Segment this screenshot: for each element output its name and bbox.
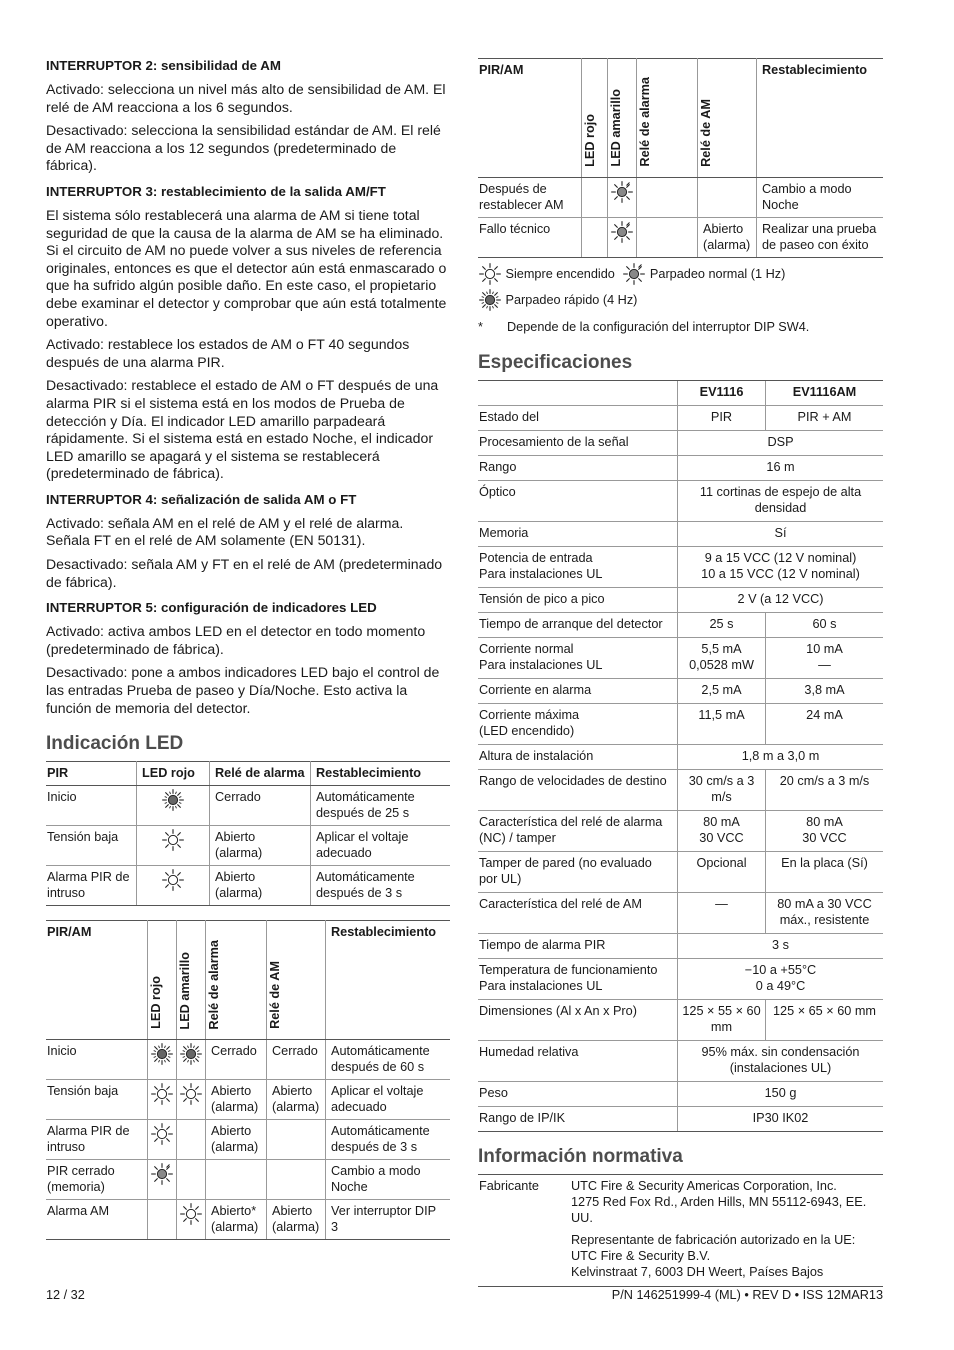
table-row bbox=[46, 1040, 450, 1080]
spec-row bbox=[478, 522, 883, 547]
spec-value: −10 a +55°C 0 a 49°C bbox=[678, 959, 884, 1000]
row-label: Tensión baja bbox=[46, 826, 137, 866]
footnote-mark: * bbox=[478, 320, 483, 334]
spec-label: Estado del bbox=[478, 406, 678, 431]
right-column bbox=[478, 58, 883, 1287]
col-header: Restablecimiento bbox=[311, 762, 451, 786]
spec-row bbox=[478, 431, 883, 456]
col-header: LED amarillo bbox=[177, 921, 206, 1040]
spec-row bbox=[478, 1107, 883, 1132]
led-cell bbox=[148, 1120, 177, 1160]
am-relay-cell: Cerrado bbox=[267, 1040, 326, 1080]
led-blink-normal-icon bbox=[610, 180, 634, 204]
alarm-relay-cell: Abierto (alarma) bbox=[210, 866, 311, 906]
row-label: PIR cerrado (memoria) bbox=[46, 1160, 148, 1200]
led-cell bbox=[177, 1200, 206, 1240]
col-header: EV1116AM bbox=[766, 381, 884, 406]
spec-value-ev1116: — bbox=[678, 893, 766, 934]
spec-label: Tiempo de alarma PIR bbox=[478, 934, 678, 959]
col-header: LED amarillo bbox=[608, 59, 637, 178]
legend-label: Siempre encendido bbox=[505, 267, 615, 281]
led-on-icon bbox=[478, 262, 502, 286]
reset-cell: Automáticamente después de 3 s bbox=[326, 1120, 451, 1160]
spec-value-ev1116am: 10 mA — bbox=[766, 638, 884, 679]
row-label: Inicio bbox=[46, 1040, 148, 1080]
spec-value-ev1116: 11,5 mA bbox=[678, 704, 766, 745]
reset-cell: Automáticamente después de 3 s bbox=[311, 866, 451, 906]
footnote-text: Depende de la configuración del interruptor DIP SW4. bbox=[507, 320, 810, 334]
alarm-relay-cell bbox=[206, 1160, 267, 1200]
spec-row bbox=[478, 638, 883, 679]
spec-row bbox=[478, 893, 883, 934]
led-legend bbox=[478, 262, 883, 312]
led-cell bbox=[608, 178, 637, 218]
paragraph: Desactivado: pone a ambos indicadores LED bajo el control de las entradas Prueba de paseo y Día/Noche. Esto activa la función de memoria del detector. bbox=[46, 664, 440, 716]
switch-heading: INTERRUPTOR 5: configuración de indicadores LED bbox=[46, 600, 377, 616]
col-header: EV1116 bbox=[678, 381, 766, 406]
alarm-relay-cell bbox=[637, 218, 698, 258]
spec-value-ev1116am: 80 mA 30 VCC bbox=[766, 811, 884, 852]
col-header: Relé de AM bbox=[267, 921, 326, 1040]
reset-cell: Realizar una prueba de paseo con éxito bbox=[757, 218, 884, 258]
section-title-led: Indicación LED bbox=[46, 733, 184, 755]
spec-value-ev1116am: 80 mA a 30 VCC máx., resistente bbox=[766, 893, 884, 934]
spec-label: Memoria bbox=[478, 522, 678, 547]
spec-label: Corriente normal Para instalaciones UL bbox=[478, 638, 678, 679]
spec-value: 16 m bbox=[678, 456, 884, 481]
led-blink-normal-icon bbox=[150, 1162, 174, 1186]
spec-label: Peso bbox=[478, 1082, 678, 1107]
spec-value: DSP bbox=[678, 431, 884, 456]
led-blink-fast-icon bbox=[179, 1042, 203, 1066]
am-relay-cell: Abierto (alarma) bbox=[267, 1200, 326, 1240]
paragraph: Activado: restablece los estados de AM o FT 40 segundos después de una alarma PIR. bbox=[46, 336, 410, 370]
spec-value-ev1116am: 3,8 mA bbox=[766, 679, 884, 704]
table-row bbox=[478, 178, 883, 218]
spec-value-ev1116: 2,5 mA bbox=[678, 679, 766, 704]
reset-cell: Aplicar el voltaje adecuado bbox=[326, 1080, 451, 1120]
am-relay-cell: Abierto (alarma) bbox=[698, 218, 757, 258]
spec-value-ev1116am: 60 s bbox=[766, 613, 884, 638]
spec-row bbox=[478, 745, 883, 770]
switch-heading: INTERRUPTOR 2: sensibilidad de AM bbox=[46, 58, 281, 73]
alarm-relay-cell: Abierto (alarma) bbox=[206, 1120, 267, 1160]
led-blink-fast-icon bbox=[478, 288, 502, 312]
spec-label: Característica del relé de alarma (NC) / tamper bbox=[478, 811, 678, 852]
left-column bbox=[46, 58, 450, 1240]
table-row bbox=[46, 1160, 450, 1200]
led-cell bbox=[177, 1080, 206, 1120]
col-header: Restablecimiento bbox=[757, 59, 884, 178]
spec-value: 11 cortinas de espejo de alta densidad bbox=[678, 481, 884, 522]
am-relay-cell: Abierto (alarma) bbox=[267, 1080, 326, 1120]
paragraph: Desactivado: señala AM y FT en el relé de AM (predeterminado de fábrica). bbox=[46, 556, 443, 590]
spec-label: Potencia de entrada Para instalaciones UL bbox=[478, 547, 678, 588]
spec-label: Corriente en alarma bbox=[478, 679, 678, 704]
reset-cell: Aplicar el voltaje adecuado bbox=[311, 826, 451, 866]
led-cell bbox=[148, 1160, 177, 1200]
led-on-icon bbox=[161, 868, 185, 892]
col-header: Relé de alarma bbox=[637, 59, 698, 178]
paragraph: Activado: selecciona un nivel más alto de sensibilidad de AM. El relé de AM reacciona a los 6 segundos. bbox=[46, 81, 446, 115]
alarm-relay-cell: Cerrado bbox=[210, 786, 311, 826]
led-cell bbox=[177, 1120, 206, 1160]
spec-value: 2 V (a 12 VCC) bbox=[678, 588, 884, 613]
col-header: Restablecimiento bbox=[326, 921, 451, 1040]
table-row bbox=[46, 866, 450, 906]
reset-cell: Cambio a modo Noche bbox=[326, 1160, 451, 1200]
col-header: LED rojo bbox=[137, 762, 210, 786]
led-cell bbox=[582, 178, 608, 218]
led-cell bbox=[608, 218, 637, 258]
spec-label: Característica del relé de AM bbox=[478, 893, 678, 934]
spec-label: Corriente máxima (LED encendido) bbox=[478, 704, 678, 745]
spec-value: IP30 IK02 bbox=[678, 1107, 884, 1132]
spec-row bbox=[478, 481, 883, 522]
led-cell bbox=[148, 1040, 177, 1080]
led-cell bbox=[148, 1200, 177, 1240]
spec-value: 1,8 m a 3,0 m bbox=[678, 745, 884, 770]
table-row bbox=[46, 1200, 450, 1240]
am-relay-cell bbox=[698, 178, 757, 218]
spec-row bbox=[478, 1082, 883, 1107]
led-on-icon bbox=[150, 1082, 174, 1106]
paragraph: Desactivado: selecciona la sensibilidad estándar de AM. El relé de AM reacciona a los 12 segundos (predeterminado de fábrica). bbox=[46, 122, 441, 174]
led-blink-fast-icon bbox=[161, 788, 185, 812]
spec-label: Tamper de pared (no evaluado por UL) bbox=[478, 852, 678, 893]
spec-value-ev1116: PIR bbox=[678, 406, 766, 431]
spec-value: 3 s bbox=[678, 934, 884, 959]
footnote bbox=[478, 320, 883, 334]
spec-label: Dimensiones (Al x An x Pro) bbox=[478, 1000, 678, 1041]
col-header: PIR bbox=[46, 762, 137, 786]
row-label: Alarma PIR de intruso bbox=[46, 1120, 148, 1160]
spec-label: Rango de IP/IK bbox=[478, 1107, 678, 1132]
row-label: Alarma AM bbox=[46, 1200, 148, 1240]
spec-label: Temperatura de funcionamiento Para instalaciones UL bbox=[478, 959, 678, 1000]
col-header: Relé de AM bbox=[698, 59, 757, 178]
col-header: LED rojo bbox=[582, 59, 608, 178]
spec-label: Altura de instalación bbox=[478, 745, 678, 770]
spec-label: Óptico bbox=[478, 481, 678, 522]
pir-led-table bbox=[46, 761, 450, 906]
spec-value: Sí bbox=[678, 522, 884, 547]
row-label: Fallo técnico bbox=[478, 218, 582, 258]
switch-4 bbox=[46, 492, 450, 591]
table-row bbox=[46, 786, 450, 826]
spec-row bbox=[478, 1000, 883, 1041]
alarm-relay-cell: Abierto* (alarma) bbox=[206, 1200, 267, 1240]
spec-row bbox=[478, 934, 883, 959]
switch-5 bbox=[46, 600, 450, 717]
am-relay-cell bbox=[267, 1120, 326, 1160]
reg-manufacturer: UTC Fire & Security Americas Corporation, Inc. 1275 Red Fox Rd., Arden Hills, MN 55112-6943, EE. UU. Representante de fabricación autorizado en la UE: UTC Fire & Security B.V. Kelvinstraat 7, 6003 DH Weert, Países Bajos bbox=[571, 1179, 867, 1279]
spec-value: 9 a 15 VCC (12 V nominal) 10 a 15 VCC (12 V nominal) bbox=[678, 547, 884, 588]
spec-row bbox=[478, 811, 883, 852]
spec-row bbox=[478, 770, 883, 811]
spec-row bbox=[478, 613, 883, 638]
legend-label: Parpadeo normal (1 Hz) bbox=[649, 267, 786, 281]
spec-value-ev1116am: 24 mA bbox=[766, 704, 884, 745]
am-relay-cell bbox=[267, 1160, 326, 1200]
reg-label: Fabricante bbox=[479, 1179, 539, 1193]
specs-table bbox=[478, 380, 883, 1132]
row-label: Tensión baja bbox=[46, 1080, 148, 1120]
switch-heading: INTERRUPTOR 3: restablecimiento de la salida AM/FT bbox=[46, 183, 386, 199]
section-title-specs: Especificaciones bbox=[478, 352, 633, 373]
spec-row bbox=[478, 406, 883, 431]
alarm-relay-cell: Abierto (alarma) bbox=[206, 1080, 267, 1120]
table-row bbox=[478, 218, 883, 258]
reset-cell: Automáticamente después de 25 s bbox=[311, 786, 451, 826]
spec-row bbox=[478, 959, 883, 1000]
legend-label: Parpadeo rápido (4 Hz) bbox=[505, 293, 638, 307]
switch-3 bbox=[46, 184, 450, 483]
spec-row bbox=[478, 456, 883, 481]
col-header: Relé de alarma bbox=[206, 921, 267, 1040]
led-cell bbox=[177, 1160, 206, 1200]
reset-cell: Cambio a modo Noche bbox=[757, 178, 884, 218]
led-cell bbox=[582, 218, 608, 258]
led-cell bbox=[148, 1080, 177, 1120]
spec-row bbox=[478, 679, 883, 704]
col-header: PIR/AM bbox=[478, 59, 582, 178]
col-header: Relé de alarma bbox=[210, 762, 311, 786]
led-on-icon bbox=[179, 1082, 203, 1106]
led-on-icon bbox=[150, 1122, 174, 1146]
row-label: Alarma PIR de intruso bbox=[46, 866, 137, 906]
alarm-relay-cell bbox=[637, 178, 698, 218]
led-cell bbox=[137, 866, 210, 906]
spec-label: Tiempo de arranque del detector bbox=[478, 613, 678, 638]
spec-row bbox=[478, 704, 883, 745]
table-row bbox=[46, 1080, 450, 1120]
spec-value-ev1116: 80 mA 30 VCC bbox=[678, 811, 766, 852]
spec-value-ev1116: 125 × 55 × 60 mm bbox=[678, 1000, 766, 1041]
spec-value-ev1116: 25 s bbox=[678, 613, 766, 638]
led-blink-fast-icon bbox=[150, 1042, 174, 1066]
spec-value: 150 g bbox=[678, 1082, 884, 1107]
spec-value-ev1116: 5,5 mA 0,0528 mW bbox=[678, 638, 766, 679]
alarm-relay-cell: Cerrado bbox=[206, 1040, 267, 1080]
paragraph: Activado: señala AM en el relé de AM y el relé de alarma. Señala FT en el relé de AM solamente (EN 50131). bbox=[46, 514, 404, 549]
switch-heading: INTERRUPTOR 4: señalización de salida AM o FT bbox=[46, 491, 357, 507]
spec-value-ev1116am: PIR + AM bbox=[766, 406, 884, 431]
reset-cell: Ver interruptor DIP 3 bbox=[326, 1200, 451, 1240]
col-header: PIR/AM bbox=[46, 921, 148, 1040]
led-cell bbox=[177, 1040, 206, 1080]
row-label: Después de restablecer AM bbox=[478, 178, 582, 218]
pir-am-led-table-continued bbox=[478, 58, 883, 258]
document-reference: P/N 146251999-4 (ML) • REV D • ISS 12MAR13 bbox=[611, 1288, 883, 1302]
reset-cell: Automáticamente después de 60 s bbox=[326, 1040, 451, 1080]
spec-value: 95% máx. sin condensación (instalaciones UL) bbox=[678, 1041, 884, 1082]
led-on-icon bbox=[179, 1202, 203, 1226]
section-title-regulatory: Información normativa bbox=[478, 1146, 683, 1167]
page-number: 12 / 32 bbox=[46, 1288, 85, 1302]
spec-value-ev1116: Opcional bbox=[678, 852, 766, 893]
spec-label: Tensión de pico a pico bbox=[478, 588, 678, 613]
led-cell bbox=[137, 826, 210, 866]
spec-row bbox=[478, 1041, 883, 1082]
col-header: LED rojo bbox=[148, 921, 177, 1040]
paragraph: Activado: activa ambos LED en el detector en todo momento (predeterminado de fábrica). bbox=[46, 623, 426, 657]
led-on-icon bbox=[161, 828, 185, 852]
row-label: Inicio bbox=[46, 786, 137, 826]
regulatory-table bbox=[478, 1174, 883, 1287]
spec-value-ev1116am: En la placa (Sí) bbox=[766, 852, 884, 893]
spec-value-ev1116: 30 cm/s a 3 m/s bbox=[678, 770, 766, 811]
led-blink-normal-icon bbox=[610, 220, 634, 244]
switch-2 bbox=[46, 58, 450, 175]
paragraph: Desactivado: restablece el estado de AM o FT después de una alarma PIR si el sistema está en los modos de Prueba de detección y Día. El indicador LED amarillo parpadeará rápidamente. Si el sistema está en estado Noche, el indicador LED amarillo se apagará y el sistema se restablecerá (predeterminado de fábrica). bbox=[46, 377, 439, 482]
pir-am-led-table bbox=[46, 920, 450, 1240]
spec-label: Rango bbox=[478, 456, 678, 481]
spec-label: Rango de velocidades de destino bbox=[478, 770, 678, 811]
alarm-relay-cell: Abierto (alarma) bbox=[210, 826, 311, 866]
led-blink-normal-icon bbox=[622, 262, 646, 286]
spec-label: Humedad relativa bbox=[478, 1041, 678, 1082]
led-cell bbox=[137, 786, 210, 826]
spec-row bbox=[478, 588, 883, 613]
spec-row bbox=[478, 852, 883, 893]
spec-value-ev1116am: 125 × 65 × 60 mm bbox=[766, 1000, 884, 1041]
spec-row bbox=[478, 547, 883, 588]
table-row bbox=[46, 826, 450, 866]
spec-value-ev1116am: 20 cm/s a 3 m/s bbox=[766, 770, 884, 811]
spec-label: Procesamiento de la señal bbox=[478, 431, 678, 456]
paragraph: El sistema sólo restablecerá una alarma de AM si tiene total seguridad de que la causa de la alarma de AM se ha eliminado. Si el circuito de AM no puede volver a sus niveles de referencia originales, entonces es que el detector aún está enmascarado o que ha sufrido algún posible daño. En este caso, el propietario debe examinar el detector y comprobar que aún está totalmente operativo. bbox=[46, 206, 447, 329]
table-row bbox=[46, 1120, 450, 1160]
